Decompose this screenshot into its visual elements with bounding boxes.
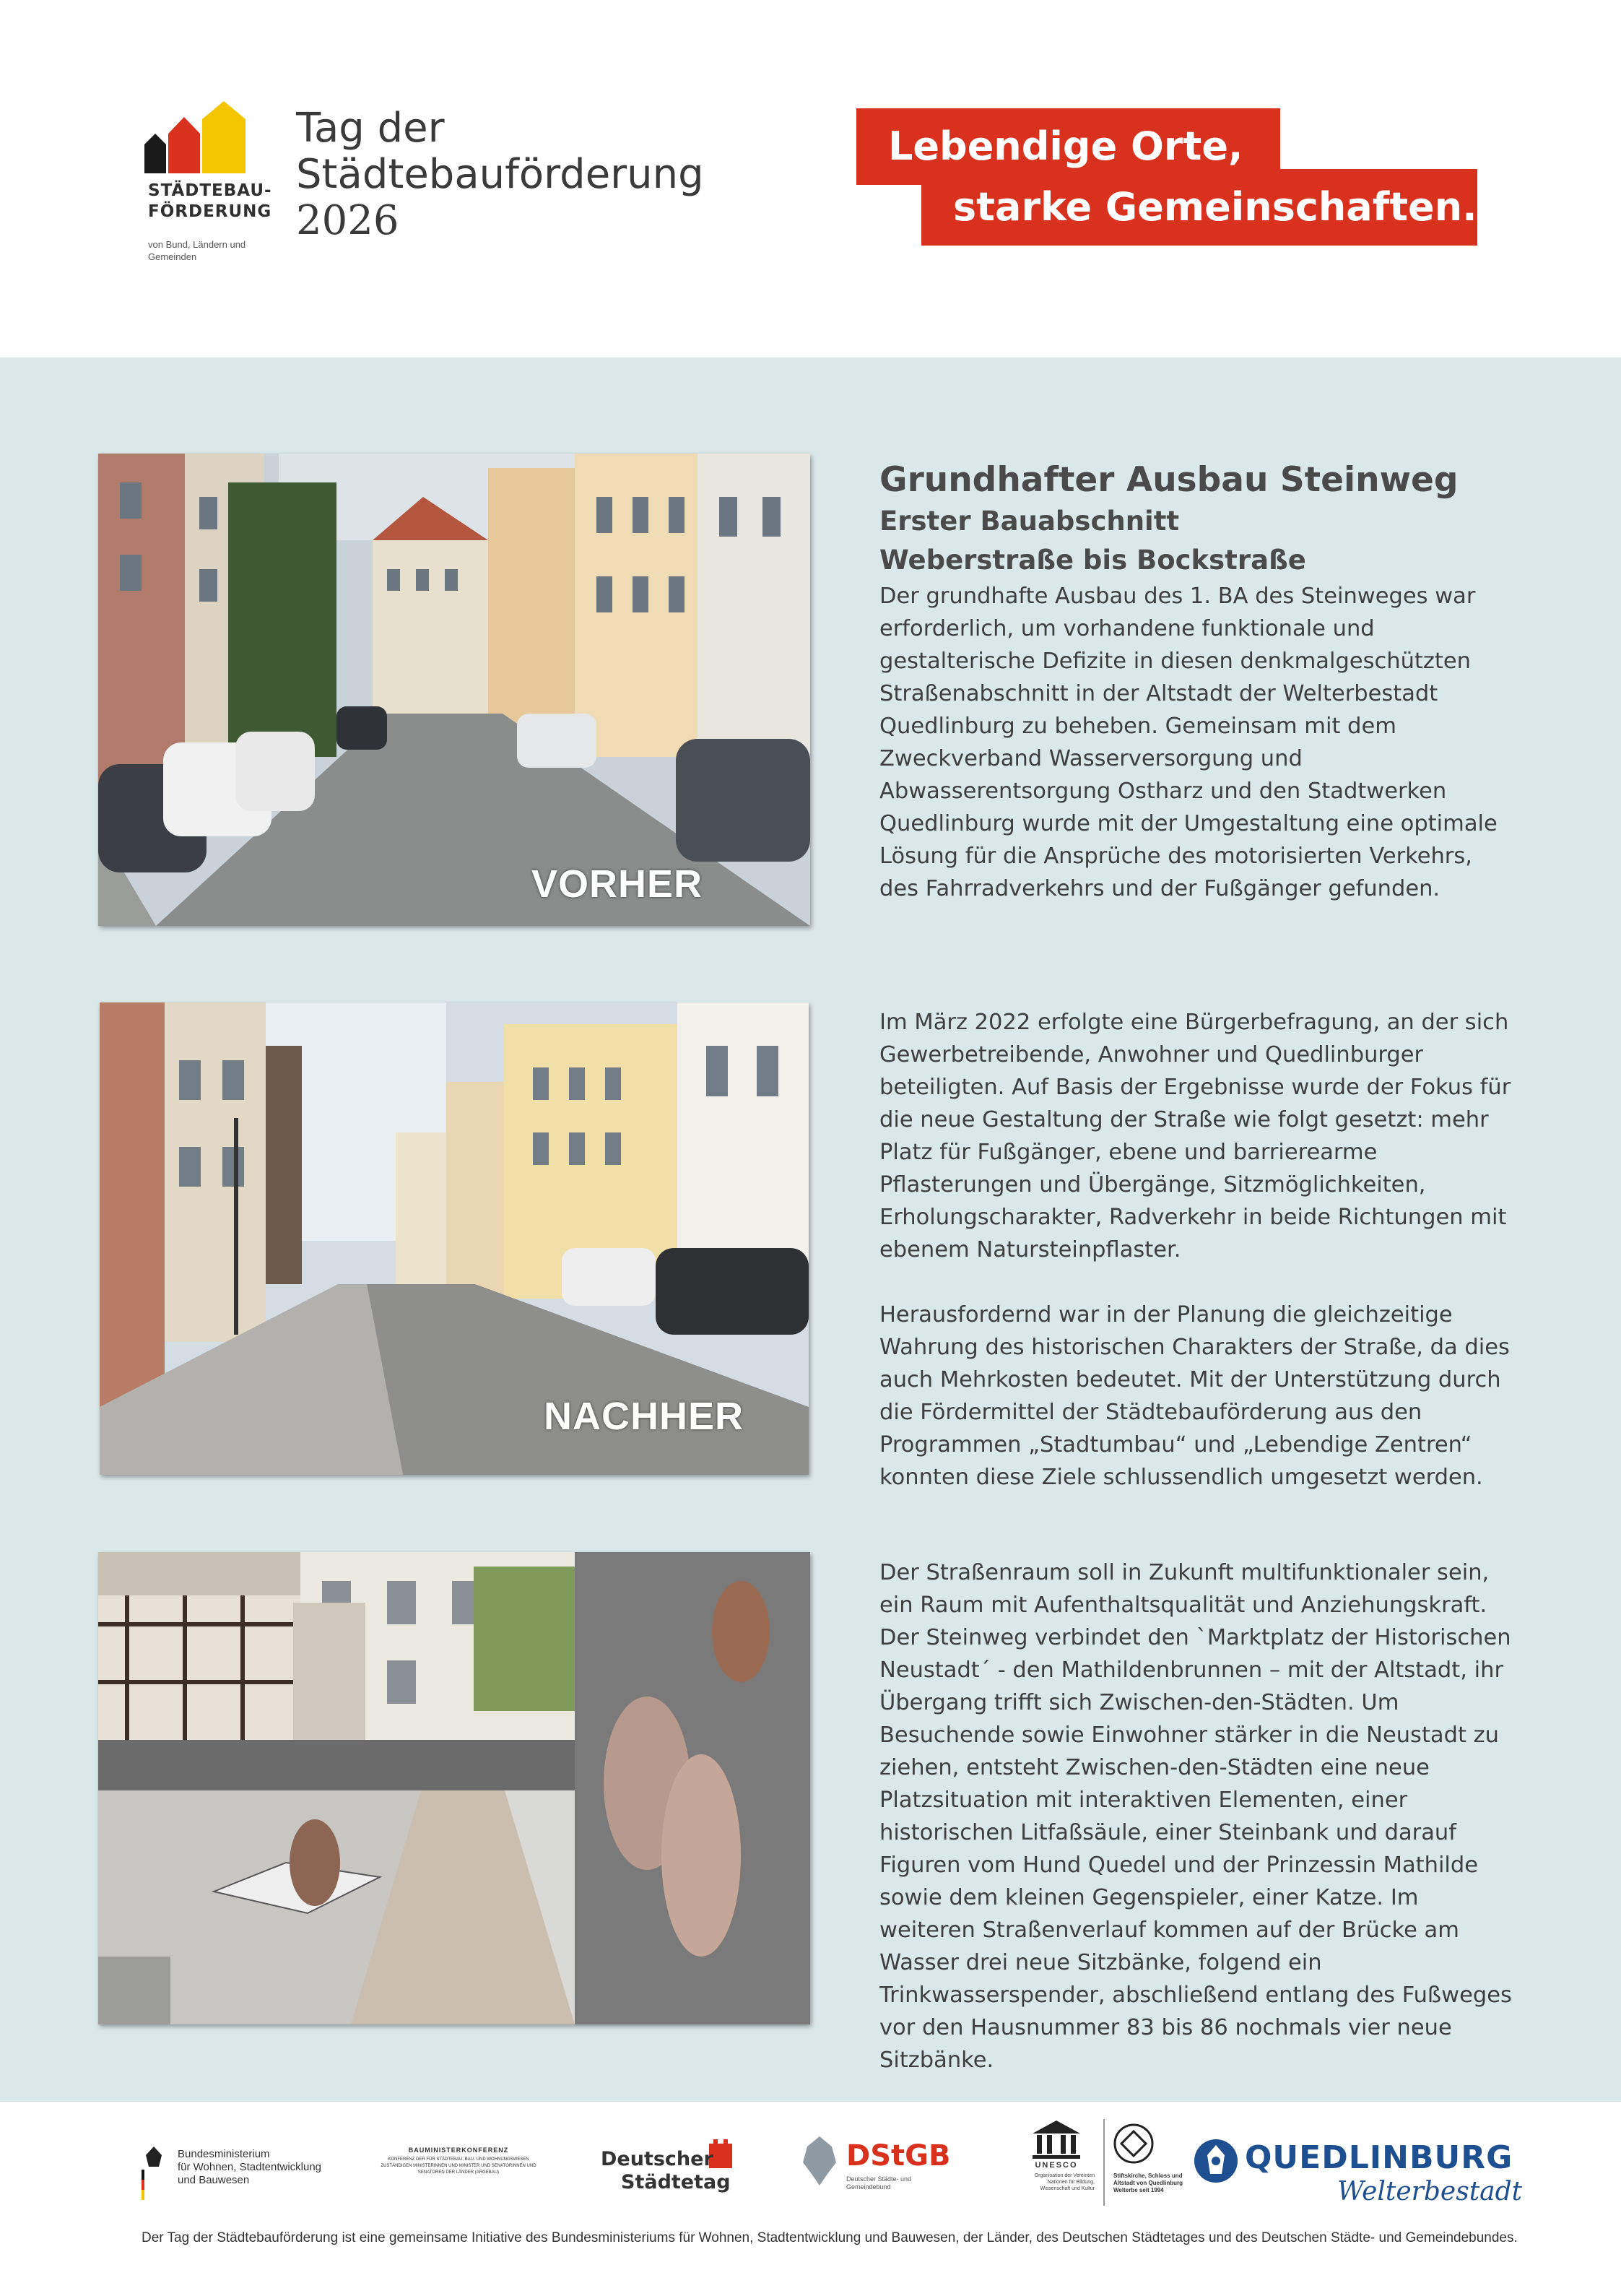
unesco-divider [1103, 2119, 1105, 2206]
photo-before-label: VORHER [531, 862, 703, 906]
photo-before [98, 454, 810, 926]
bmwsb-line-2: für Wohnen, Stadtentwicklung [178, 2161, 322, 2173]
logo-wordmark: STÄDTEBAU- FÖRDERUNG [148, 181, 272, 221]
unesco-name: UNESCO [1035, 2161, 1078, 2170]
dstgb-name: DStGB [846, 2139, 951, 2172]
quedlinburg-name: QUEDLINBURG [1245, 2139, 1513, 2176]
section2-text [879, 1006, 1515, 1494]
section1-subheading-1: Erster Bauabschnitt [879, 506, 1180, 537]
quedlinburg-crest-icon [1193, 2138, 1239, 2184]
bmk-subtitle: KONFERENZ DER FÜR STÄDTEBAU, BAU- UND WOHNUNGSWESEN ZUSTÄNDIGEN MINISTERINNEN UND MINISTER UND SENATORINNEN UND SENATOREN DER LÄNDER (ARGEBAU) [381, 2157, 536, 2175]
world-heritage-subtitle: Stiftskirche, Schloss und Altstadt von Quedlinburg Welterbe seit 1994 [1113, 2172, 1183, 2193]
federal-eagle-icon [142, 2145, 166, 2203]
section3-paragraph: Der Straßenraum soll in Zukunft multifunktionaler sein, ein Raum mit Aufenthaltsqualität und Anziehungskraft. Der Steinweg verbindet den `Marktplatz der Historischen Neustadt´ - den Mathildenbrunnen – mit der Altstadt, ihr Übergang trifft sich Zwischen-den-Städten. Um Besuchende sowie Einwohner stärker in die Neustadt zu ziehen, entsteht Zwischen-den-Städten eine neue Platzsituation mit interaktiven Elementen, einer historischen Litfaßsäule, einer Steinbank und darauf Figuren vom Hund Quedel und der Prinzessin Mathilde sowie dem kleinen Gegenspieler, einer Katze. Im weiteren Straßenverlauf kommen auf der Brücke am Wasser drei neue Sitzbänke, folgend ein Trinkwasserspender, abschließend entlang des Fußweges vor den Hausnummer 83 bis 86 nochmals vier neue Sitzbänke. [879, 1560, 1512, 2073]
square-rendering-illustration [98, 1552, 810, 2024]
page-header [0, 0, 1621, 358]
bmwsb-line-3: und Bauwesen [178, 2174, 250, 2186]
section1-paragraph: Der grundhafte Ausbau des 1. BA des Steinweges war erforderlich, um vorhandene funktionale und gestalterische Defizite in diesen denkmalgeschützten Straßenabschnitt in der Altstadt der Welterbestadt Quedlinburg zu beheben. Gemeinsam mit dem Zweckverband Wasserversorgung und Abwasserentsorgung Ostharz und den Stadtwerken Quedlinburg wurde mit der Umgestaltung eine optimale Lösung für die Ansprüche des motorisierten Verkehrs, des Fahrradverkehrs und der Fußgänger gefunden. [879, 584, 1498, 901]
dstgb-eagle-icon [800, 2133, 839, 2188]
slogan-line-1: Lebendige Orte, [856, 108, 1280, 185]
world-heritage-emblem-icon [1113, 2123, 1154, 2164]
photo-after [100, 1002, 809, 1475]
event-title: Tag der Städtebauförderung 2026 [296, 105, 704, 244]
slogan-line-2: starke Gemeinschaften. [921, 169, 1477, 246]
deutscher-staedtetag-logo [601, 2136, 738, 2194]
page-footer [0, 2102, 1621, 2296]
staedtetag-line-2: Städtetag [621, 2171, 731, 2193]
unesco-logo [1018, 2119, 1206, 2206]
main-content [0, 358, 1621, 2102]
quedlinburg-subtitle: Welterbestadt [1337, 2177, 1523, 2206]
quedlinburg-logo [1193, 2138, 1523, 2210]
section1-heading: Grundhafter Ausbau Steinweg [879, 460, 1459, 500]
bmwsb-logo [142, 2145, 329, 2203]
bmk-title: BAUMINISTERKONFERENZ [408, 2146, 509, 2154]
dstgb-logo [800, 2133, 951, 2191]
photo-design-rendering [98, 1552, 810, 2024]
footer-note: Der Tag der Städtebauförderung ist eine gemeinsame Initiative des Bundesministeriums für Wohnen, Stadtentwicklung und Bauwesen, der Länder, des Deutschen Städtetages und des Deutschen Städte- und Gemeindebundes. [142, 2230, 1518, 2245]
photo-after-label: NACHHER [544, 1395, 744, 1438]
staedtetag-line-1: Deutscher [601, 2148, 713, 2170]
staedtebaufoerderung-logo-houses-icon [144, 101, 267, 173]
logo-subline: von Bund, Ländern und Gemeinden [148, 239, 246, 262]
bmwsb-line-1: Bundesministerium [178, 2148, 270, 2160]
section1-text [879, 459, 1515, 905]
bauministerkonferenz-logo [375, 2146, 542, 2176]
dstgb-subtitle: Deutscher Städte- und Gemeindebund [846, 2175, 912, 2191]
section1-subheading-2: Weberstraße bis Bockstraße [879, 545, 1306, 576]
section2-paragraph-1: Im März 2022 erfolgte eine Bürgerbefragung, an der sich Gewerbetreibende, Anwohner und Quedlinburger beteiligten. Auf Basis der Ergebnisse wurde der Fokus für die neue Gestaltung der Straße wie folgt gesetzt: mehr Platz für Fußgänger, ebene und barrierearme Pflasterungen und Übergänge, Sitzmöglichkeiten, Erholungscharakter, Radverkehr in beide Richtungen mit ebenem Natursteinpflaster. [879, 1010, 1511, 1262]
unesco-temple-icon [1031, 2119, 1082, 2159]
street-before-illustration [98, 454, 810, 926]
section2-paragraph-2: Herausfordernd war in der Planung die gleichzeitige Wahrung des historischen Charakters der Straße, da dies auch Mehrkosten bedeutet. Mit der Unterstützung durch die Fördermittel der Städtebauförderung aus den Programmen „Stadtumbau“ und „Lebendige Zentren“ konnten diese Ziele schlussendlich umgesetzt werden. [879, 1302, 1510, 1490]
unesco-subtitle: Organisation der Vereinten Nationen für Bildung, Wissenschaft und Kultur [1034, 2173, 1095, 2191]
section3-text [879, 1556, 1515, 2076]
